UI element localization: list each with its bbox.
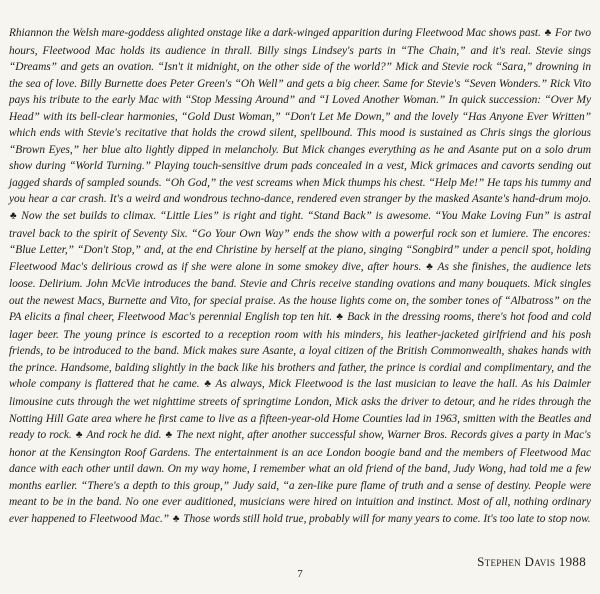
fleuron-icon: ♣ <box>165 429 173 441</box>
paragraph-9: Those words still hold true, probably will for many years to come. It's too late to stop now. <box>183 512 591 525</box>
author-byline: Stephen Davis 1988 <box>477 554 586 569</box>
fleuron-icon: ♣ <box>75 429 83 441</box>
paragraph-2: For two hours, Fleetwood Mac holds its audience in thrall. Billy sings Lindsey's parts in “The Chain,” and it's real. Stevie sings “Dreams” and gets an ovation. “Isn't it midnight, on the other side of the world?” Mick and Stevie rock “Sara,” drowning in the sea of love. Billy Burnette does Peter Green's “Oh Well” and gets a big cheer. Same for Stevie's “Seven Wonders.” Rick Vito pays his tribute to the early Mac with “Stop Messing Around” and “I Loved Another Woman.” In quick succession: “Over My Head” with its bell-clear harmonies, “Gold Dust Woman,” “Don't Let Me Down,” and the lovely “Has Anyone Ever Written” which ends with Stevie's recitative that holds the crowd silent, spellbound. This mood is sustained as Chris sings the glorious “Brown Eyes,” her blue alto lightly dipped in melancholy. But Mick changes everything as he and Asante put on a solo drum show during “World Turning.” Playing touch-sensitive drum pads concealed in a vest, Mick grimaces and cavorts sending out jagged shards of sampled sounds. “Oh God,” the vest screams when Mick thumps his chest. “Help Me!” He taps his tummy and you hear a car crash. It's a weird and wondrous techno-dance, rendered even stranger by the masked Asante's hand-drum mojo. <box>9 27 591 206</box>
fleuron-icon: ♣ <box>204 378 211 390</box>
article-page <box>9 25 591 528</box>
fleuron-icon: ♣ <box>10 210 17 222</box>
article-body <box>9 25 591 528</box>
paragraph-7: And rock he did. <box>86 429 162 442</box>
paragraph-5: Back in the dressing rooms, there's hot food and cold lager beer. The young prince is escorted to a reception room with his minders, his leather-jacketed girlfriend and his posh friends, to be introduced to the band. Mick makes sure Asante, a loyal citizen of the British Commonwealth, shakes hands with the prince. Handsome, balding slightly in the back like his brothers and father, the prince is cordial and complimentary, and the whole company is flattered that he came. <box>9 311 591 391</box>
page-number: 7 <box>297 568 303 580</box>
paragraph-3: Now the set builds to climax. “Little Lies” is right and tight. “Stand Back” is awesome. “You Make Loving Fun” is astral travel back to the spirit of Seventy Six. “Go Your Own Way” ends the show with a powerful rock son et lumiere. The encores: “Blue Letter,” “Don't Stop,” and, at the end Christine by herself at the piano, singing “Songbird” under a pencil spot, holding Fleetwood Mac's delirious crowd as if she were alone in some smokey dive, after hours. <box>9 210 591 273</box>
paragraph-8: The next night, after another successful show, Warner Bros. Records gives a party in Mac's honor at the Kensington Roof Gardens. The entertainment is an ace London boogie band and the members of Fleetwood Mac dance with each other until dawn. On my way home, I remember what an old friend of the band, Judy Wong, had told me a few months earlier. “There's a depth to this group,” Judy said, “a zen-like pure flame of truth and a sense of destiny. People were meant to be in the band. No one ever auditioned, musicians were hired on intuition and instinct. Most of all, nothing ordinary ever happened to Fleetwood Mac.” <box>9 429 591 525</box>
paragraph-4: As she finishes, the audience lets loose. Delirium. John McVie introduces the band. Stevie and Chris receive standing ovations and many bouquets. Mick singles out the newest Macs, Burnette and Vito, for special praise. As the house lights come on, the somber tones of “Albatross” on the PA elicits a final cheer, Fleetwood Mac's perennial English top ten hit. <box>9 260 591 324</box>
fleuron-icon: ♣ <box>544 27 552 39</box>
paragraph-1: Rhiannon the Welsh mare-goddess alighted onstage like a dark-winged apparition during Fleetwood Mac shows past. <box>9 27 541 39</box>
fleuron-icon: ♣ <box>172 513 180 525</box>
fleuron-icon: ♣ <box>426 261 433 273</box>
paragraph-6: As always, Mick Fleetwood is the last musician to leave the hall. As his Daimler limousine cuts through the wet nighttime streets of springtime London, Mick asks the driver to detour, and he rides through the Notting Hill Gate area where he first came to live as a fifteen-year-old Home Counties lad in 1963, smitten with the Beatles and ready to rock. <box>9 378 591 442</box>
fleuron-icon: ♣ <box>336 311 343 323</box>
